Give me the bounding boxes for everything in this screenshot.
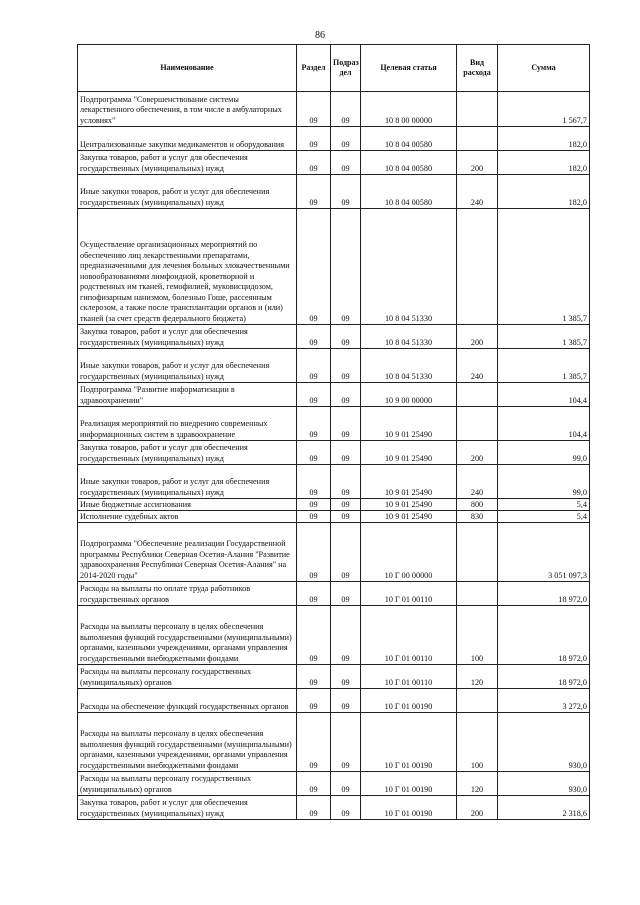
row-name-cell: Закупка товаров, работ и услуг для обеспечения государственных (муниципальных) нужд <box>78 151 297 175</box>
row-vid-cell: 240 <box>457 349 498 383</box>
row-razdel-cell: 09 <box>297 772 331 796</box>
row-name-cell: Подпрограмма "Совершенствование системы лекарственного обеспечения, в том числе в амбулаторных условиях" <box>78 92 297 127</box>
row-podrazdel-cell: 09 <box>331 92 361 127</box>
row-summa-cell: 5,4 <box>498 511 590 523</box>
row-razdel-cell: 09 <box>297 349 331 383</box>
row-statya-cell: 10 9 00 00000 <box>361 383 457 407</box>
row-statya-cell: 10 Г 01 00190 <box>361 713 457 772</box>
row-razdel-cell: 09 <box>297 499 331 511</box>
row-vid-cell: 240 <box>457 465 498 499</box>
header-razdel: Раздел <box>297 45 331 92</box>
table-row <box>78 689 590 713</box>
table-row <box>78 209 590 325</box>
row-vid-cell: 100 <box>457 606 498 665</box>
header-name: Наименование <box>78 45 297 92</box>
row-podrazdel-cell: 09 <box>331 127 361 151</box>
table-body <box>78 92 590 820</box>
row-razdel-cell: 09 <box>297 606 331 665</box>
table-row <box>78 407 590 441</box>
row-vid-cell: 100 <box>457 713 498 772</box>
row-summa-cell: 1 385,7 <box>498 209 590 325</box>
row-podrazdel-cell: 09 <box>331 325 361 349</box>
header-statya: Целевая статья <box>361 45 457 92</box>
row-podrazdel-cell: 09 <box>331 665 361 689</box>
row-name-cell: Иные закупки товаров, работ и услуг для обеспечения государственных (муниципальных) нужд <box>78 465 297 499</box>
table-row <box>78 92 590 127</box>
table-header <box>78 45 590 92</box>
budget-table <box>77 44 590 820</box>
row-name-cell: Закупка товаров, работ и услуг для обеспечения государственных (муниципальных) нужд <box>78 441 297 465</box>
row-summa-cell: 1 385,7 <box>498 349 590 383</box>
row-vid-cell: 200 <box>457 796 498 820</box>
row-name-cell: Закупка товаров, работ и услуг для обеспечения государственных (муниципальных) нужд <box>78 796 297 820</box>
row-razdel-cell: 09 <box>297 383 331 407</box>
row-statya-cell: 10 8 04 51330 <box>361 209 457 325</box>
row-razdel-cell: 09 <box>297 151 331 175</box>
table-row <box>78 772 590 796</box>
row-razdel-cell: 09 <box>297 511 331 523</box>
row-name-cell: Подпрограмма "Развитие информатизации в здравоохранении" <box>78 383 297 407</box>
row-summa-cell: 3 051 097,3 <box>498 523 590 582</box>
row-statya-cell: 10 8 00 00000 <box>361 92 457 127</box>
row-summa-cell: 1 567,7 <box>498 92 590 127</box>
table-row <box>78 325 590 349</box>
row-razdel-cell: 09 <box>297 796 331 820</box>
row-statya-cell: 10 8 04 00580 <box>361 127 457 151</box>
table-row <box>78 511 590 523</box>
row-summa-cell: 18 972,0 <box>498 665 590 689</box>
row-vid-cell <box>457 127 498 151</box>
row-name-cell: Иные бюджетные ассигнования <box>78 499 297 511</box>
row-podrazdel-cell: 09 <box>331 582 361 606</box>
row-razdel-cell: 09 <box>297 407 331 441</box>
table-row <box>78 713 590 772</box>
header-summa: Сумма <box>498 45 590 92</box>
row-podrazdel-cell: 09 <box>331 606 361 665</box>
row-summa-cell: 930,0 <box>498 713 590 772</box>
row-name-cell: Закупка товаров, работ и услуг для обеспечения государственных (муниципальных) нужд <box>78 325 297 349</box>
row-vid-cell <box>457 523 498 582</box>
row-statya-cell: 10 8 04 00580 <box>361 151 457 175</box>
row-vid-cell: 120 <box>457 665 498 689</box>
row-statya-cell: 10 Г 01 00190 <box>361 689 457 713</box>
row-razdel-cell: 09 <box>297 523 331 582</box>
row-summa-cell: 2 318,6 <box>498 796 590 820</box>
row-vid-cell: 830 <box>457 511 498 523</box>
row-summa-cell: 3 272,0 <box>498 689 590 713</box>
table-row <box>78 349 590 383</box>
row-razdel-cell: 09 <box>297 582 331 606</box>
row-razdel-cell: 09 <box>297 665 331 689</box>
row-summa-cell: 18 972,0 <box>498 606 590 665</box>
row-statya-cell: 10 9 01 25490 <box>361 465 457 499</box>
row-name-cell: Иные закупки товаров, работ и услуг для обеспечения государственных (муниципальных) нужд <box>78 175 297 209</box>
row-name-cell: Централизованные закупки медикаментов и оборудования <box>78 127 297 151</box>
table-row <box>78 499 590 511</box>
row-razdel-cell: 09 <box>297 441 331 465</box>
row-podrazdel-cell: 09 <box>331 689 361 713</box>
row-summa-cell: 1 385,7 <box>498 325 590 349</box>
table-row <box>78 383 590 407</box>
row-summa-cell: 104,4 <box>498 407 590 441</box>
row-statya-cell: 10 8 04 00580 <box>361 175 457 209</box>
row-statya-cell: 10 8 04 51330 <box>361 325 457 349</box>
row-statya-cell: 10 Г 01 00190 <box>361 772 457 796</box>
row-razdel-cell: 09 <box>297 175 331 209</box>
row-statya-cell: 10 9 01 25490 <box>361 407 457 441</box>
row-podrazdel-cell: 09 <box>331 511 361 523</box>
row-statya-cell: 10 9 01 25490 <box>361 441 457 465</box>
header-podrazdel: Подраз дел <box>331 45 361 92</box>
row-name-cell: Реализация мероприятий по внедрению современных информационных систем в здравоохранение <box>78 407 297 441</box>
row-vid-cell: 120 <box>457 772 498 796</box>
row-summa-cell: 5,4 <box>498 499 590 511</box>
row-vid-cell <box>457 383 498 407</box>
row-podrazdel-cell: 09 <box>331 441 361 465</box>
row-podrazdel-cell: 09 <box>331 499 361 511</box>
row-vid-cell: 200 <box>457 151 498 175</box>
row-statya-cell: 10 8 04 51330 <box>361 349 457 383</box>
row-name-cell: Расходы на выплаты персоналу государственных (муниципальных) органов <box>78 772 297 796</box>
row-vid-cell <box>457 582 498 606</box>
table-row <box>78 175 590 209</box>
page-number: 86 <box>315 30 325 41</box>
table-row <box>78 582 590 606</box>
row-name-cell: Иные закупки товаров, работ и услуг для обеспечения государственных (муниципальных) нужд <box>78 349 297 383</box>
row-summa-cell: 182,0 <box>498 151 590 175</box>
row-vid-cell: 200 <box>457 325 498 349</box>
row-statya-cell: 10 Г 01 00110 <box>361 665 457 689</box>
row-podrazdel-cell: 09 <box>331 523 361 582</box>
row-podrazdel-cell: 09 <box>331 349 361 383</box>
row-name-cell: Расходы на выплаты персоналу в целях обеспечения выполнения функций государственными (муниципальными) органами, казенными учреждениями, органами управления государственными внебюджетными фондами <box>78 606 297 665</box>
row-podrazdel-cell: 09 <box>331 383 361 407</box>
row-name-cell: Расходы на выплаты персоналу в целях обеспечения выполнения функций государственными (муниципальными) органами, казенными учреждениями, органами управления государственными внебюджетными фондами <box>78 713 297 772</box>
row-razdel-cell: 09 <box>297 325 331 349</box>
table-row <box>78 523 590 582</box>
row-summa-cell: 930,0 <box>498 772 590 796</box>
row-vid-cell: 200 <box>457 441 498 465</box>
row-name-cell: Расходы на выплаты персоналу государственных (муниципальных) органов <box>78 665 297 689</box>
row-statya-cell: 10 Г 01 00190 <box>361 796 457 820</box>
row-name-cell: Расходы на обеспечение функций государственных органов <box>78 689 297 713</box>
row-razdel-cell: 09 <box>297 465 331 499</box>
row-razdel-cell: 09 <box>297 689 331 713</box>
row-name-cell: Исполнение судебных актов <box>78 511 297 523</box>
row-summa-cell: 18 972,0 <box>498 582 590 606</box>
table-row <box>78 127 590 151</box>
table-row <box>78 796 590 820</box>
row-podrazdel-cell: 09 <box>331 407 361 441</box>
row-summa-cell: 104,4 <box>498 383 590 407</box>
row-summa-cell: 182,0 <box>498 175 590 209</box>
row-vid-cell: 240 <box>457 175 498 209</box>
row-podrazdel-cell: 09 <box>331 796 361 820</box>
row-podrazdel-cell: 09 <box>331 175 361 209</box>
row-razdel-cell: 09 <box>297 127 331 151</box>
row-podrazdel-cell: 09 <box>331 209 361 325</box>
row-razdel-cell: 09 <box>297 713 331 772</box>
row-podrazdel-cell: 09 <box>331 465 361 499</box>
row-statya-cell: 10 Г 00 00000 <box>361 523 457 582</box>
row-statya-cell: 10 Г 01 00110 <box>361 606 457 665</box>
row-vid-cell <box>457 92 498 127</box>
table-row <box>78 441 590 465</box>
table-row <box>78 606 590 665</box>
table-row <box>78 465 590 499</box>
row-razdel-cell: 09 <box>297 92 331 127</box>
row-podrazdel-cell: 09 <box>331 772 361 796</box>
table-row <box>78 151 590 175</box>
row-summa-cell: 99,0 <box>498 465 590 499</box>
row-vid-cell: 800 <box>457 499 498 511</box>
row-name-cell: Осуществление организационных мероприятий по обеспечению лиц лекарственными препаратами, предназначенными для лечения больных злокачественными новообразованиями лимфоидной, кроветворной и родственных им тканей, гемофилией, муковисцидозом, гипофизарным нанизмом, болезнью Гоше, рассеянным склерозом, а также после трансплантации органов и (или) тканей (за счет средств федерального бюджета) <box>78 209 297 325</box>
header-vid: Вид расхода <box>457 45 498 92</box>
row-vid-cell <box>457 209 498 325</box>
row-vid-cell <box>457 407 498 441</box>
row-name-cell: Подпрограмма "Обеспечение реализации Государственной программы Республики Северная Осетия-Алания "Развитие здравоохранения Республики Северная Осетия-Алания" на 2014-2020 годы" <box>78 523 297 582</box>
row-summa-cell: 99,0 <box>498 441 590 465</box>
row-vid-cell <box>457 689 498 713</box>
row-statya-cell: 10 9 01 25490 <box>361 499 457 511</box>
row-statya-cell: 10 Г 01 00110 <box>361 582 457 606</box>
row-podrazdel-cell: 09 <box>331 713 361 772</box>
row-name-cell: Расходы на выплаты по оплате труда работников государственных органов <box>78 582 297 606</box>
row-podrazdel-cell: 09 <box>331 151 361 175</box>
row-summa-cell: 182,0 <box>498 127 590 151</box>
table-row <box>78 665 590 689</box>
row-statya-cell: 10 9 01 25490 <box>361 511 457 523</box>
row-razdel-cell: 09 <box>297 209 331 325</box>
